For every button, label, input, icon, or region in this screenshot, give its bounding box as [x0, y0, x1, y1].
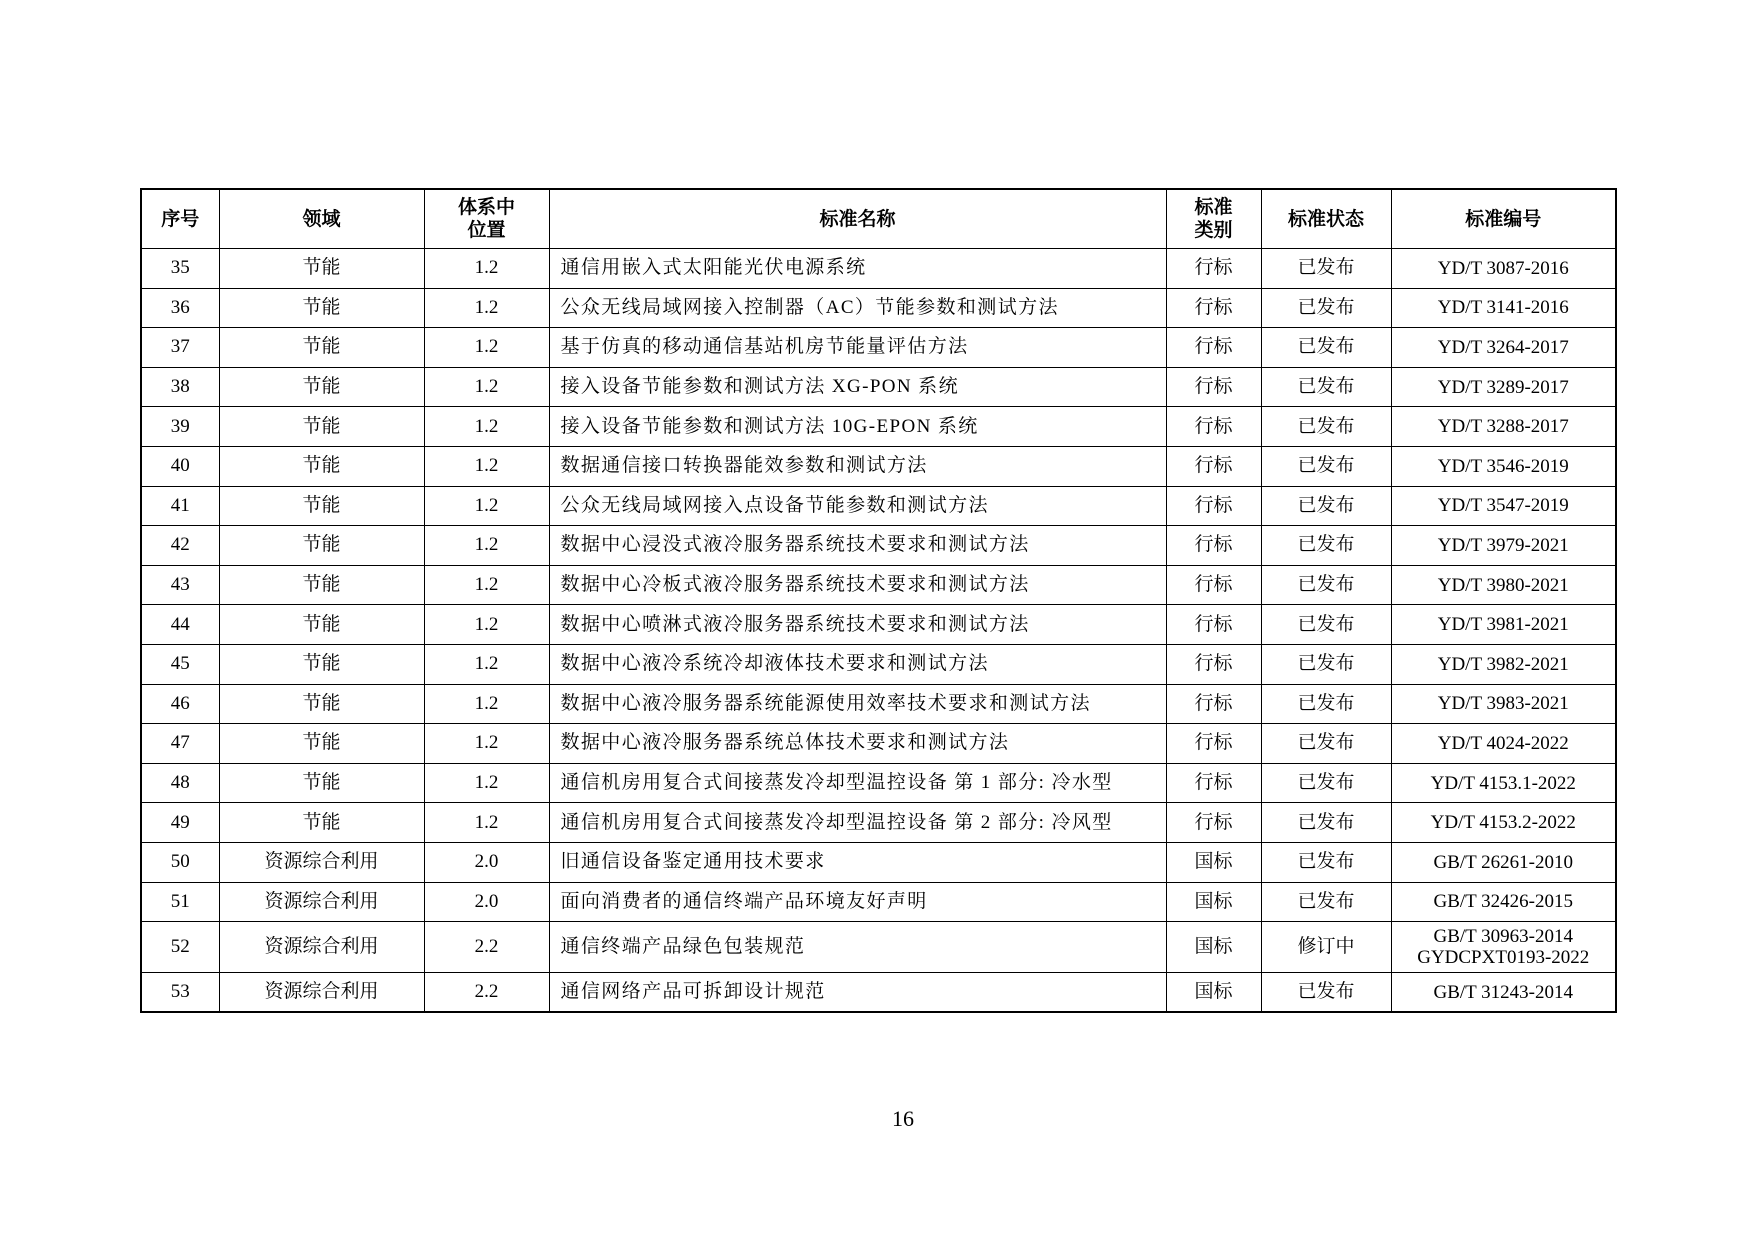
- position-cell: 1.2: [424, 565, 549, 605]
- standard-number-line: YD/T 3546-2019: [1437, 455, 1569, 477]
- standard-name-cell: 数据中心液冷服务器系统总体技术要求和测试方法: [549, 724, 1166, 764]
- standard-name-cell: 数据中心液冷服务器系统能源使用效率技术要求和测试方法: [549, 684, 1166, 724]
- status-cell: 已发布: [1261, 288, 1391, 328]
- table-row: [141, 407, 1616, 447]
- position-cell: 2.0: [424, 882, 549, 922]
- position-cell: 1.2: [424, 328, 549, 368]
- position-cell: 2.0: [424, 842, 549, 882]
- position-cell: 1.2: [424, 684, 549, 724]
- category-cell: 行标: [1166, 605, 1261, 645]
- standard-number-line: YD/T 3981-2021: [1437, 614, 1569, 636]
- standard-number-cell: [1391, 328, 1616, 368]
- position-cell: 2.2: [424, 973, 549, 1013]
- seq-cell: 39: [141, 407, 219, 447]
- position-cell: 1.2: [424, 803, 549, 843]
- domain-cell: 节能: [219, 249, 424, 289]
- header-category: [1166, 189, 1261, 249]
- category-cell: 行标: [1166, 526, 1261, 566]
- table-row: [141, 724, 1616, 764]
- domain-cell: 节能: [219, 565, 424, 605]
- standard-number-line: YD/T 3980-2021: [1437, 574, 1569, 596]
- standard-name-cell: 通信网络产品可拆卸设计规范: [549, 973, 1166, 1013]
- seq-cell: 50: [141, 842, 219, 882]
- status-cell: 已发布: [1261, 407, 1391, 447]
- header-category-line-1: 标准: [1194, 197, 1233, 218]
- header-standard-name: 标准名称: [549, 189, 1166, 249]
- page-number: 16: [892, 1106, 914, 1131]
- header-seq: 序号: [141, 189, 219, 249]
- standard-name-cell: 旧通信设备鉴定通用技术要求: [549, 842, 1166, 882]
- seq-cell: 52: [141, 922, 219, 973]
- header-position-line-2: 位置: [467, 220, 506, 241]
- standard-number-line: GB/T 32426-2015: [1433, 891, 1573, 913]
- position-cell: 1.2: [424, 367, 549, 407]
- seq-cell: 35: [141, 249, 219, 289]
- category-cell: 国标: [1166, 882, 1261, 922]
- standard-name-cell: 基于仿真的移动通信基站机房节能量评估方法: [549, 328, 1166, 368]
- category-cell: 行标: [1166, 684, 1261, 724]
- category-cell: 行标: [1166, 288, 1261, 328]
- status-cell: 已发布: [1261, 526, 1391, 566]
- status-cell: 已发布: [1261, 724, 1391, 764]
- domain-cell: 节能: [219, 724, 424, 764]
- seq-cell: 37: [141, 328, 219, 368]
- standard-number-line: YD/T 3264-2017: [1437, 336, 1569, 358]
- standard-number-cell: [1391, 367, 1616, 407]
- standard-number-cell: [1391, 684, 1616, 724]
- category-cell: 行标: [1166, 565, 1261, 605]
- category-cell: 行标: [1166, 249, 1261, 289]
- standard-number-line: YD/T 3288-2017: [1437, 416, 1569, 438]
- seq-cell: 47: [141, 724, 219, 764]
- seq-cell: 36: [141, 288, 219, 328]
- header-category-line-2: 类别: [1194, 220, 1233, 241]
- position-cell: 2.2: [424, 922, 549, 973]
- standard-number-line: YD/T 3087-2016: [1437, 257, 1569, 279]
- table-row: [141, 605, 1616, 645]
- status-cell: 已发布: [1261, 605, 1391, 645]
- position-cell: 1.2: [424, 486, 549, 526]
- category-cell: 行标: [1166, 803, 1261, 843]
- seq-cell: 49: [141, 803, 219, 843]
- position-cell: 1.2: [424, 763, 549, 803]
- position-cell: 1.2: [424, 526, 549, 566]
- standard-name-cell: 通信机房用复合式间接蒸发冷却型温控设备 第 2 部分: 冷风型: [549, 803, 1166, 843]
- standard-number-cell: [1391, 644, 1616, 684]
- position-cell: 1.2: [424, 288, 549, 328]
- domain-cell: 节能: [219, 367, 424, 407]
- category-cell: 国标: [1166, 973, 1261, 1013]
- standard-number-line: GB/T 31243-2014: [1433, 981, 1573, 1003]
- standard-name-cell: 公众无线局域网接入控制器（AC）节能参数和测试方法: [549, 288, 1166, 328]
- position-cell: 1.2: [424, 446, 549, 486]
- category-cell: 行标: [1166, 644, 1261, 684]
- standard-number-cell: [1391, 842, 1616, 882]
- status-cell: 已发布: [1261, 842, 1391, 882]
- table-row: [141, 842, 1616, 882]
- standard-name-cell: 数据中心冷板式液冷服务器系统技术要求和测试方法: [549, 565, 1166, 605]
- standard-name-cell: 接入设备节能参数和测试方法 XG-PON 系统: [549, 367, 1166, 407]
- category-cell: 国标: [1166, 922, 1261, 973]
- standard-name-cell: 数据中心浸没式液冷服务器系统技术要求和测试方法: [549, 526, 1166, 566]
- table-row: [141, 922, 1616, 973]
- domain-cell: 节能: [219, 803, 424, 843]
- status-cell: 已发布: [1261, 973, 1391, 1013]
- position-cell: 1.2: [424, 407, 549, 447]
- standard-number-cell: [1391, 486, 1616, 526]
- standard-number-line: YD/T 4153.1-2022: [1430, 772, 1576, 794]
- standards-table: [140, 188, 1617, 1013]
- standard-number-line: YD/T 3983-2021: [1437, 693, 1569, 715]
- standard-number-line: GYDCPXT0193-2022: [1417, 947, 1590, 969]
- standard-number-line: YD/T 3979-2021: [1437, 534, 1569, 556]
- standard-number-line: GB/T 30963-2014: [1433, 926, 1573, 948]
- domain-cell: 节能: [219, 605, 424, 645]
- status-cell: 已发布: [1261, 328, 1391, 368]
- position-cell: 1.2: [424, 644, 549, 684]
- status-cell: 已发布: [1261, 446, 1391, 486]
- standard-number-cell: [1391, 922, 1616, 973]
- standard-number-cell: [1391, 973, 1616, 1013]
- domain-cell: 资源综合利用: [219, 973, 424, 1013]
- status-cell: 已发布: [1261, 486, 1391, 526]
- seq-cell: 45: [141, 644, 219, 684]
- category-cell: 行标: [1166, 446, 1261, 486]
- header-position-line-1: 体系中: [457, 197, 515, 218]
- domain-cell: 节能: [219, 486, 424, 526]
- status-cell: 已发布: [1261, 882, 1391, 922]
- standard-number-line: GB/T 26261-2010: [1433, 851, 1573, 873]
- standard-number-cell: [1391, 249, 1616, 289]
- standard-number-cell: [1391, 288, 1616, 328]
- seq-cell: 41: [141, 486, 219, 526]
- table-row: [141, 684, 1616, 724]
- standard-name-cell: 接入设备节能参数和测试方法 10G-EPON 系统: [549, 407, 1166, 447]
- category-cell: 行标: [1166, 763, 1261, 803]
- category-cell: 行标: [1166, 407, 1261, 447]
- status-cell: 已发布: [1261, 249, 1391, 289]
- table-row: [141, 249, 1616, 289]
- category-cell: 行标: [1166, 328, 1261, 368]
- position-cell: 1.2: [424, 249, 549, 289]
- seq-cell: 53: [141, 973, 219, 1013]
- table-row: [141, 763, 1616, 803]
- status-cell: 已发布: [1261, 763, 1391, 803]
- status-cell: 已发布: [1261, 644, 1391, 684]
- standard-number-line: YD/T 4024-2022: [1437, 732, 1569, 754]
- status-cell: 已发布: [1261, 367, 1391, 407]
- table-row: [141, 973, 1616, 1013]
- standard-name-cell: 通信机房用复合式间接蒸发冷却型温控设备 第 1 部分: 冷水型: [549, 763, 1166, 803]
- seq-cell: 40: [141, 446, 219, 486]
- seq-cell: 42: [141, 526, 219, 566]
- table-body: [141, 249, 1616, 1013]
- status-cell: 修订中: [1261, 922, 1391, 973]
- status-cell: 已发布: [1261, 684, 1391, 724]
- category-cell: 国标: [1166, 842, 1261, 882]
- standard-number-cell: [1391, 526, 1616, 566]
- category-cell: 行标: [1166, 724, 1261, 764]
- table-header: [141, 189, 1616, 249]
- domain-cell: 资源综合利用: [219, 842, 424, 882]
- table-row: [141, 803, 1616, 843]
- standard-number-line: YD/T 3141-2016: [1437, 297, 1569, 319]
- domain-cell: 节能: [219, 446, 424, 486]
- standard-number-cell: [1391, 724, 1616, 764]
- table-row: [141, 526, 1616, 566]
- header-standard-number: 标准编号: [1391, 189, 1616, 249]
- header-domain: 领域: [219, 189, 424, 249]
- domain-cell: 节能: [219, 684, 424, 724]
- domain-cell: 节能: [219, 763, 424, 803]
- domain-cell: 节能: [219, 526, 424, 566]
- standard-name-cell: 面向消费者的通信终端产品环境友好声明: [549, 882, 1166, 922]
- standard-name-cell: 数据通信接口转换器能效参数和测试方法: [549, 446, 1166, 486]
- position-cell: 1.2: [424, 605, 549, 645]
- domain-cell: 节能: [219, 407, 424, 447]
- standard-name-cell: 公众无线局域网接入点设备节能参数和测试方法: [549, 486, 1166, 526]
- standard-number-line: YD/T 4153.2-2022: [1430, 812, 1576, 834]
- standard-number-cell: [1391, 565, 1616, 605]
- table-row: [141, 446, 1616, 486]
- category-cell: 行标: [1166, 367, 1261, 407]
- seq-cell: 44: [141, 605, 219, 645]
- seq-cell: 43: [141, 565, 219, 605]
- standard-number-cell: [1391, 407, 1616, 447]
- category-cell: 行标: [1166, 486, 1261, 526]
- domain-cell: 节能: [219, 644, 424, 684]
- status-cell: 已发布: [1261, 565, 1391, 605]
- table-row: [141, 486, 1616, 526]
- header-status: 标准状态: [1261, 189, 1391, 249]
- table-row: [141, 882, 1616, 922]
- standard-name-cell: 通信用嵌入式太阳能光伏电源系统: [549, 249, 1166, 289]
- standard-number-cell: [1391, 763, 1616, 803]
- header-position: [424, 189, 549, 249]
- table-row: [141, 367, 1616, 407]
- table-row: [141, 644, 1616, 684]
- seq-cell: 51: [141, 882, 219, 922]
- standard-name-cell: 数据中心喷淋式液冷服务器系统技术要求和测试方法: [549, 605, 1166, 645]
- domain-cell: 节能: [219, 288, 424, 328]
- standard-number-cell: [1391, 605, 1616, 645]
- position-cell: 1.2: [424, 724, 549, 764]
- table-row: [141, 328, 1616, 368]
- domain-cell: 资源综合利用: [219, 922, 424, 973]
- standard-name-cell: 数据中心液冷系统冷却液体技术要求和测试方法: [549, 644, 1166, 684]
- seq-cell: 38: [141, 367, 219, 407]
- domain-cell: 资源综合利用: [219, 882, 424, 922]
- standard-number-cell: [1391, 803, 1616, 843]
- domain-cell: 节能: [219, 328, 424, 368]
- table-row: [141, 565, 1616, 605]
- standard-number-cell: [1391, 446, 1616, 486]
- table-row: [141, 288, 1616, 328]
- standard-name-cell: 通信终端产品绿色包装规范: [549, 922, 1166, 973]
- seq-cell: 46: [141, 684, 219, 724]
- standard-number-line: YD/T 3289-2017: [1437, 376, 1569, 398]
- standard-number-cell: [1391, 882, 1616, 922]
- standard-number-line: YD/T 3982-2021: [1437, 653, 1569, 675]
- seq-cell: 48: [141, 763, 219, 803]
- header-row: [141, 189, 1616, 249]
- status-cell: 已发布: [1261, 803, 1391, 843]
- standard-number-line: YD/T 3547-2019: [1437, 495, 1569, 517]
